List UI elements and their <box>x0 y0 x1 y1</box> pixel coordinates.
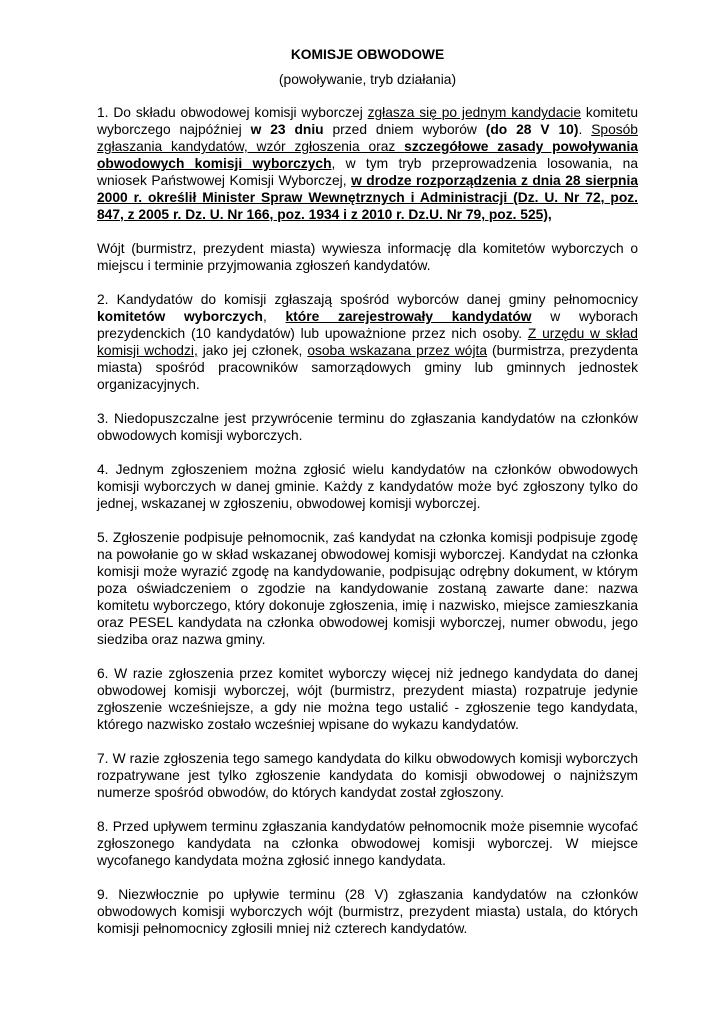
text-run: 8. Przed upływem terminu zgłaszania kandydatów pełnomocnik może pisemnie wycofać zgłoszonego kandydata na członka obwodowej komisji wyborczej. W miejsce wycofanego kandydata można zgłosić innego kandydata. <box>97 819 638 868</box>
text-run: 6. W razie zgłoszenia przez komitet wyborczy więcej niż jednego kandydata do danej obwodowej komisji wyborczej, wójt (burmistrz, prezydent miasta) rozpatruje jedynie zgłoszenie wcześniejsze, a gdy nie można tego ustalić - zgłoszenie tego kandydata, którego nazwisko zostało wcześniej wpisane do wykazu kandydatów. <box>97 666 638 732</box>
text-run: 7. W razie zgłoszenia tego samego kandydata do kilku obwodowych komisji wyborczych rozpatrywane jest tylko zgłoszenie kandydata do komisji obwodowej o najniższym numerze spośród obwodów, do których kandydat został zgłoszony. <box>97 751 638 800</box>
text-run: szczegółowe zasady powoływania obwodowych komisji wyborczych <box>97 139 638 171</box>
text-run: (do 28 V 10) <box>485 122 579 137</box>
document-subtitle: (powoływanie, tryb działania) <box>278 72 457 87</box>
text-run: zgłasza się po jednym kandydacie <box>367 105 582 120</box>
paragraph <box>97 410 638 444</box>
text-run: , w tym tryb przeprowadzenia losowania, na wniosek Państwowej Komisji Wyborczej, <box>97 156 638 188</box>
text-run: Z urzędu w skład komisji wchodzi, <box>97 326 638 358</box>
text-run: 3. Niedopuszczalne jest przywrócenie terminu do zgłaszania kandydatów na członków obwodowych komisji wyborczych. <box>97 411 638 443</box>
paragraph <box>97 886 638 937</box>
paragraph <box>97 818 638 869</box>
document-body <box>97 104 638 937</box>
text-run: osoba wskazana przez wójta <box>307 343 488 358</box>
paragraph <box>97 104 638 223</box>
text-run: 9. Niezwłocznie po upływie terminu (28 V) zgłaszania kandydatów na członków obwodowych komisji wyborczych wójt (burmistrz, prezydent miasta) ustala, do których komisji pełnomocnicy zgłosili mniej niż czterech kandydatów. <box>97 887 638 936</box>
text-run: 1. Do składu obwodowej komisji wyborczej <box>97 105 368 120</box>
text-run: w wyborach prezydenckich (10 kandydatów) lub upoważnione przez nich osoby. <box>97 309 638 341</box>
text-run: w drodze rozporządzenia z dnia 28 sierpnia 2000 r. określił Minister Spraw Wewnętrznych i Administracji (Dz. U. Nr 72, poz. 847, z 2005 r. Dz. U. Nr 166, poz. 1934 i z 2010 r. Dz.U. Nr 79, poz. 525), <box>97 173 638 222</box>
paragraph <box>97 461 638 512</box>
paragraph <box>97 665 638 733</box>
text-run: w 23 dniu <box>250 122 324 137</box>
text-run: Wójt (burmistrz, prezydent miasta) wywiesza informację dla komitetów wyborczych o miejscu i terminie przyjmowania zgłoszeń kandydatów. <box>97 241 638 273</box>
paragraph <box>97 529 638 648</box>
text-run: 5. Zgłoszenie podpisuje pełnomocnik, zaś kandydat na członka komisji podpisuje zgodę na powołanie go w skład wskazanej obwodowej komisji wyborczej. Kandydat na członka komisji może wyrazić zgodę na kandydowanie, podpisując odrębny dokument, w którym poza oświadczeniem o zgodzie na kandydowanie zostaną zawarte dane: nazwa komitetu wyborczego, który dokonuje zgłoszenia, imię i nazwisko, miejsce zamieszkania oraz PESEL kandydata na członka obwodowej komisji wyborczej, numer obwodu, jego siedziba oraz nazwa gminy. <box>97 530 638 647</box>
text-run: przed dniem wyborów <box>323 122 486 137</box>
text-run: 4. Jednym zgłoszeniem można zgłosić wielu kandydatów na członków obwodowych komisji wyborczych w danej gminie. Każdy z kandydatów może być zgłoszony tylko do jednej, wskazanej w zgłoszeniu, obwodowej komisji wyborczej. <box>97 462 638 511</box>
paragraph <box>97 291 638 393</box>
text-run: . <box>578 122 592 137</box>
text-run: (burmistrza, prezydenta miasta) spośród pracowników samorządowych gminy lub gminnych jednostek organizacyjnych. <box>97 343 639 392</box>
paragraph <box>97 240 638 274</box>
text-run: Sposób zgłaszania kandydatów, wzór zgłoszenia oraz <box>97 122 638 154</box>
document-title: KOMISJE OBWODOWE <box>290 47 445 62</box>
text-run: które zarejestrowały kandydatów <box>285 309 532 324</box>
text-run: jako jej członek, <box>197 343 308 358</box>
text-run: komitetu wyborczego najpóźniej <box>97 105 638 137</box>
text-run: , <box>262 309 286 324</box>
text-run: komitetów wyborczych <box>97 309 263 324</box>
text-run: 2. Kandydatów do komisji zgłaszają spośród wyborców danej gminy pełnomocnicy <box>97 292 638 307</box>
paragraph <box>97 750 638 801</box>
